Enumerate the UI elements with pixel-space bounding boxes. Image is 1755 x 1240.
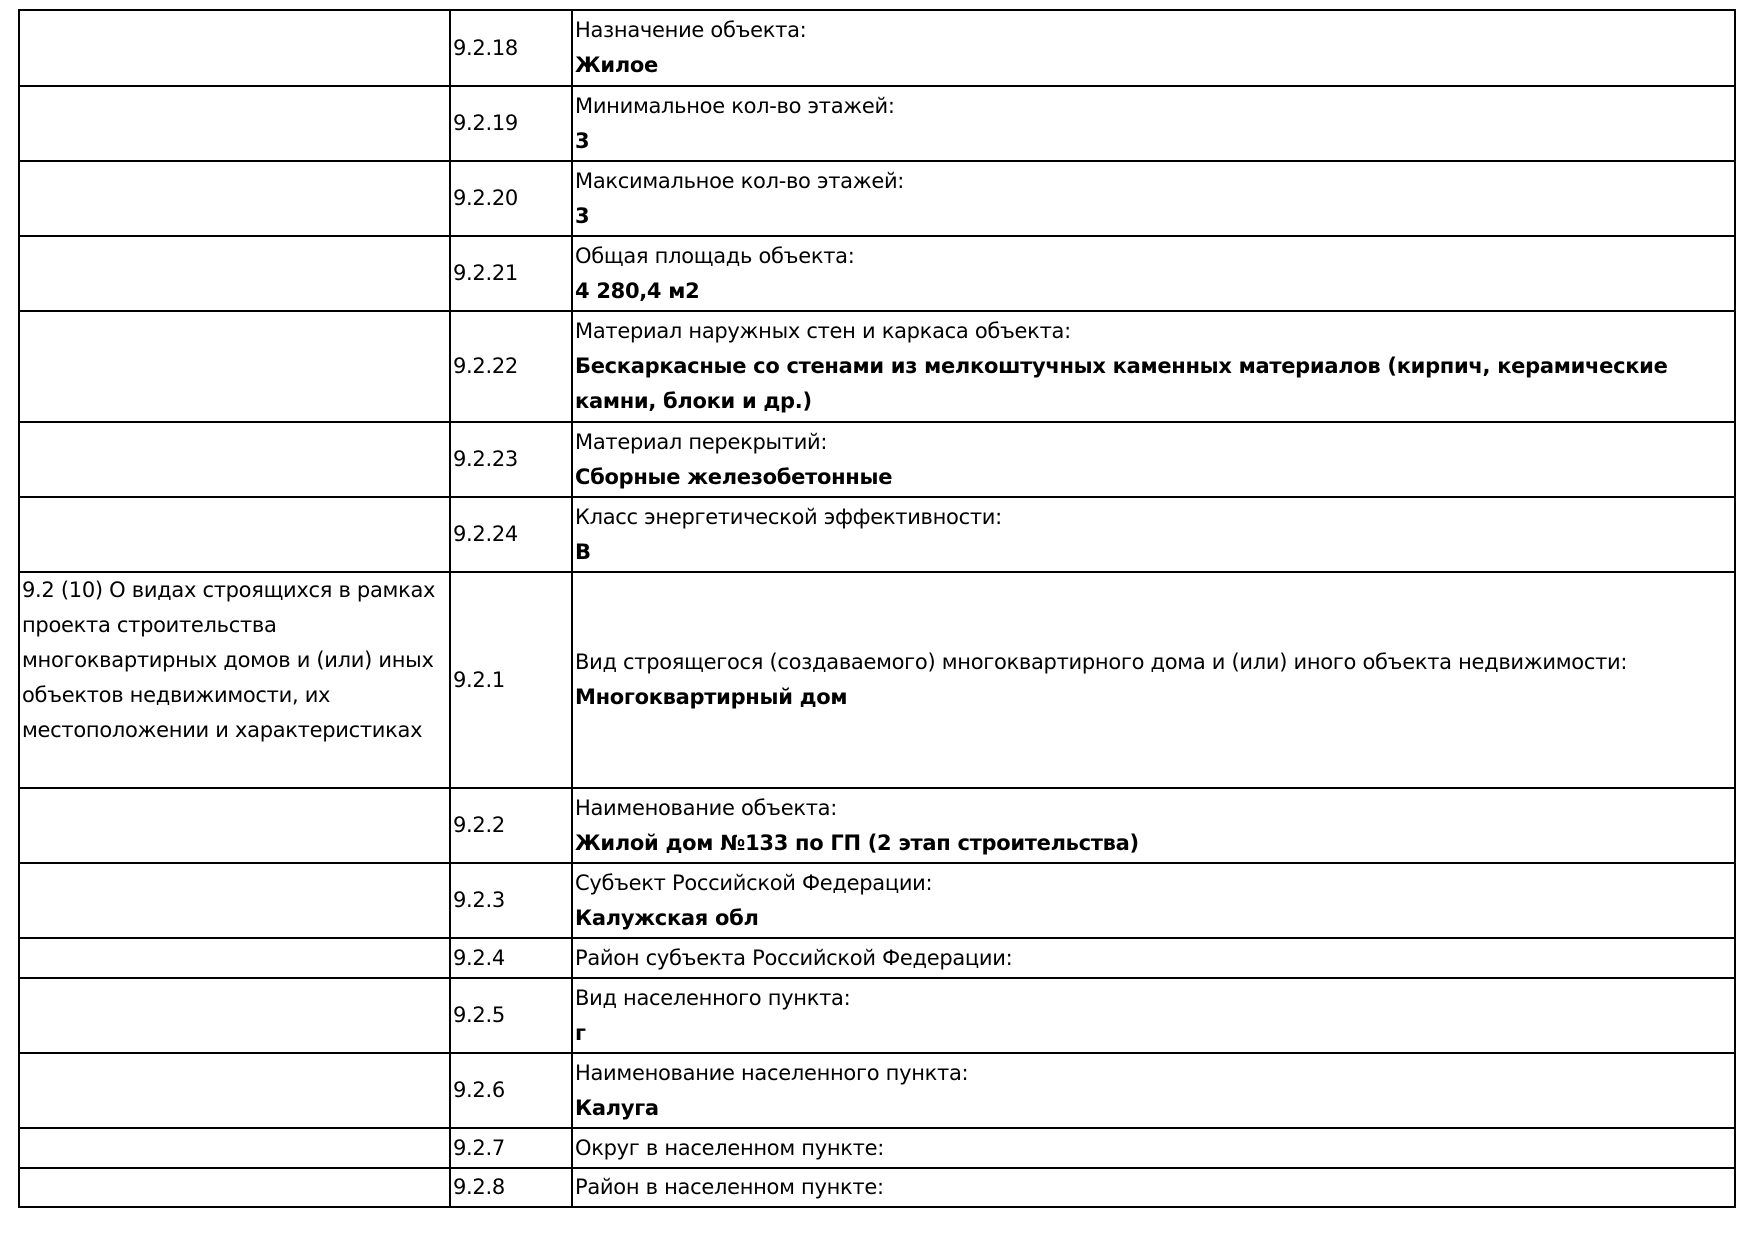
item-number: 9.2.3	[450, 863, 572, 938]
item-label: Общая площадь объекта:	[575, 243, 855, 268]
section-cell	[19, 1168, 450, 1207]
table-row	[19, 86, 1735, 161]
section-cell	[19, 1053, 450, 1128]
item-value: Сборные железобетонные	[575, 464, 893, 489]
item-number: 9.2.22	[450, 311, 572, 422]
item-number: 9.2.21	[450, 236, 572, 311]
item-value: Многоквартирный дом	[575, 685, 848, 709]
table-row	[19, 1053, 1735, 1128]
section-cell	[19, 422, 450, 497]
item-content	[572, 978, 1735, 1053]
item-content	[572, 1128, 1735, 1168]
item-value: Бескаркасные со стенами из мелкоштучных каменных материалов (кирпич, керамические камни, блоки и др.)	[575, 354, 1668, 413]
section-cell	[19, 10, 450, 86]
table-row	[19, 938, 1735, 978]
table-row	[19, 311, 1735, 422]
item-label: Район субъекта Российской Федерации:	[575, 945, 1013, 970]
section-cell	[19, 863, 450, 938]
table-row	[19, 236, 1735, 311]
item-number: 9.2.20	[450, 161, 572, 236]
section-cell: 9.2 (10) О видах строящихся в рамках проекта строительства многоквартирных домов и (или) иных объектов недвижимости, их местоположении и характеристиках	[19, 572, 450, 788]
item-value: 3	[575, 203, 590, 228]
section-cell	[19, 161, 450, 236]
item-label: Наименование населенного пункта:	[575, 1060, 969, 1085]
table-row	[19, 422, 1735, 497]
section-cell	[19, 236, 450, 311]
table-row	[19, 863, 1735, 938]
table-row	[19, 788, 1735, 863]
item-content	[572, 938, 1735, 978]
section-cell	[19, 978, 450, 1053]
item-content	[572, 161, 1735, 236]
item-value: 3	[575, 128, 590, 153]
item-label: Округ в населенном пункте:	[575, 1135, 884, 1160]
item-number: 9.2.4	[450, 938, 572, 978]
section-cell	[19, 938, 450, 978]
item-content	[572, 572, 1735, 788]
item-value: г	[575, 1020, 586, 1045]
item-content	[572, 1053, 1735, 1128]
item-number: 9.2.5	[450, 978, 572, 1053]
item-label: Вид населенного пункта:	[575, 985, 851, 1010]
item-number: 9.2.7	[450, 1128, 572, 1168]
section-cell	[19, 788, 450, 863]
item-label: Материал перекрытий:	[575, 429, 828, 454]
table-row	[19, 10, 1735, 86]
item-number: 9.2.1	[450, 572, 572, 788]
item-value: Жилой дом №133 по ГП (2 этап строительства)	[575, 830, 1139, 855]
item-number: 9.2.18	[450, 10, 572, 86]
item-content	[572, 86, 1735, 161]
item-label: Вид строящегося (создаваемого) многоквартирного дома и (или) иного объекта недвижимости:	[575, 650, 1628, 674]
item-value: Жилое	[575, 53, 658, 77]
item-content	[572, 1168, 1735, 1207]
section-cell	[19, 1128, 450, 1168]
table-row	[19, 572, 1735, 788]
item-content	[572, 10, 1735, 86]
item-label: Наименование объекта:	[575, 795, 837, 820]
section-cell	[19, 497, 450, 572]
item-value: В	[575, 539, 591, 564]
table-row	[19, 978, 1735, 1053]
item-number: 9.2.6	[450, 1053, 572, 1128]
item-content	[572, 863, 1735, 938]
characteristics-table	[18, 9, 1736, 1208]
item-label: Материал наружных стен и каркаса объекта:	[575, 319, 1071, 343]
item-content	[572, 422, 1735, 497]
item-value: Калужская обл	[575, 905, 759, 930]
item-label: Субъект Российской Федерации:	[575, 870, 933, 895]
item-label: Назначение объекта:	[575, 18, 807, 42]
item-value: 4 280,4 м2	[575, 278, 700, 303]
item-label: Район в населенном пункте:	[575, 1175, 884, 1199]
item-number: 9.2.24	[450, 497, 572, 572]
item-label: Класс энергетической эффективности:	[575, 504, 1002, 529]
table-row	[19, 1168, 1735, 1207]
item-content	[572, 236, 1735, 311]
item-number: 9.2.23	[450, 422, 572, 497]
item-content	[572, 311, 1735, 422]
section-cell	[19, 86, 450, 161]
table-row	[19, 497, 1735, 572]
section-cell	[19, 311, 450, 422]
table-row	[19, 1128, 1735, 1168]
item-number: 9.2.19	[450, 86, 572, 161]
item-content	[572, 788, 1735, 863]
item-value: Калуга	[575, 1095, 659, 1120]
item-number: 9.2.8	[450, 1168, 572, 1207]
item-label: Максимальное кол-во этажей:	[575, 168, 905, 193]
item-content	[572, 497, 1735, 572]
table-row	[19, 161, 1735, 236]
item-label: Минимальное кол-во этажей:	[575, 93, 895, 118]
item-number: 9.2.2	[450, 788, 572, 863]
